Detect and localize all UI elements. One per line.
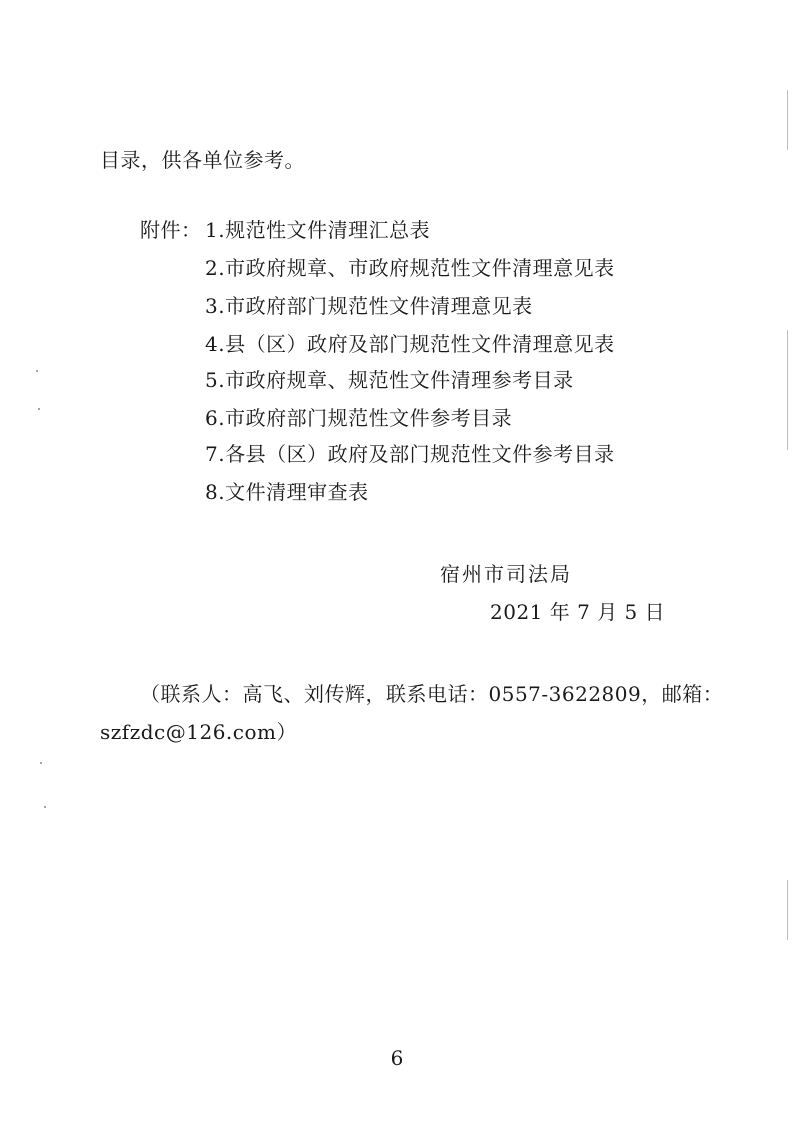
attachment-item-6: 6.市政府部门规范性文件参考目录	[205, 406, 513, 430]
attachment-item-2: 2.市政府规章、市政府规范性文件清理意见表	[205, 256, 615, 280]
scan-speck	[38, 408, 40, 410]
page-number: 6	[390, 1046, 404, 1070]
attachments-label: 附件：	[140, 218, 202, 242]
intro-text: 目录，供各单位参考。	[100, 148, 305, 172]
attachment-item-5: 5.市政府规章、规范性文件清理参考目录	[205, 368, 574, 392]
scan-speck	[44, 806, 46, 808]
contact-line-1: （联系人：高飞、刘传辉，联系电话：0557-3622809，邮箱：	[140, 682, 724, 706]
scan-edge-mark	[787, 90, 788, 150]
signature-organization: 宿州市司法局	[440, 562, 572, 586]
contact-line-2: szfzdc@126.com）	[100, 720, 297, 744]
attachment-item-3: 3.市政府部门规范性文件清理意见表	[205, 294, 533, 318]
attachment-item-1: 1.规范性文件清理汇总表	[205, 218, 431, 242]
attachment-item-4: 4.县（区）政府及部门规范性文件清理意见表	[205, 332, 615, 356]
attachment-item-8: 8.文件清理审查表	[205, 480, 369, 504]
scan-speck	[36, 370, 38, 372]
scan-speck	[40, 762, 42, 764]
scan-edge-mark	[787, 330, 788, 450]
scan-edge-mark	[787, 880, 788, 940]
signature-date: 2021 年 7 月 5 日	[490, 600, 666, 624]
attachment-item-7: 7.各县（区）政府及部门规范性文件参考目录	[205, 442, 615, 466]
